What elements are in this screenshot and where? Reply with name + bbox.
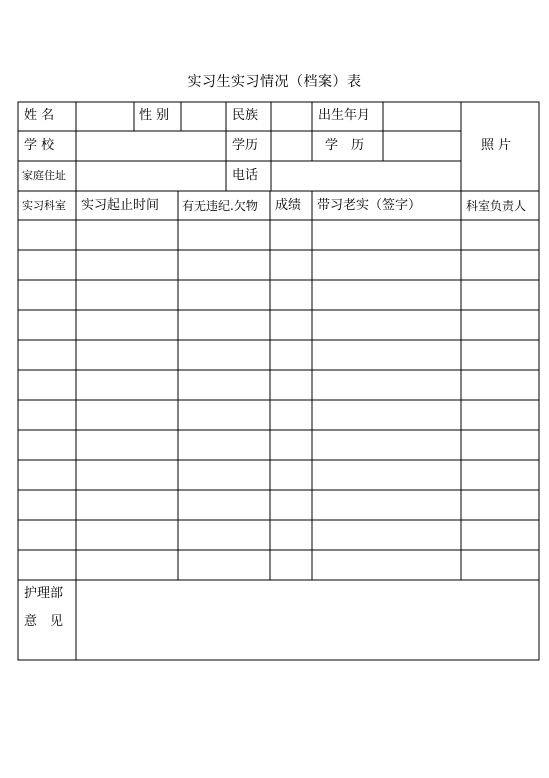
column-header-discipline: 有无违纪.欠物 — [182, 199, 258, 213]
column-header-grade: 成绩 — [275, 198, 302, 213]
form-title: 实习生实习情况（档案）表 — [187, 74, 362, 90]
phone-label: 电话 — [232, 168, 259, 183]
photo-label: 照 片 — [481, 138, 512, 153]
birth-label: 出生年月 — [318, 108, 371, 123]
education-label-secondary: 学 历 — [325, 138, 365, 153]
address-label: 家庭住址 — [22, 169, 66, 182]
column-header-period: 实习起止时间 — [81, 198, 160, 213]
school-label: 学 校 — [24, 138, 55, 153]
gender-label: 性 别 — [139, 108, 170, 123]
column-header-department: 实习科室 — [22, 199, 66, 212]
column-header-head: 科室负责人 — [466, 199, 527, 213]
education-label: 学历 — [232, 138, 259, 153]
opinion-label-line2: 意 见 — [24, 614, 64, 629]
ethnicity-label: 民族 — [232, 108, 259, 123]
column-header-supervisor: 带习老实（签字） — [317, 198, 422, 213]
opinion-label-line1: 护理部 — [24, 586, 64, 601]
name-label: 姓 名 — [24, 108, 55, 123]
